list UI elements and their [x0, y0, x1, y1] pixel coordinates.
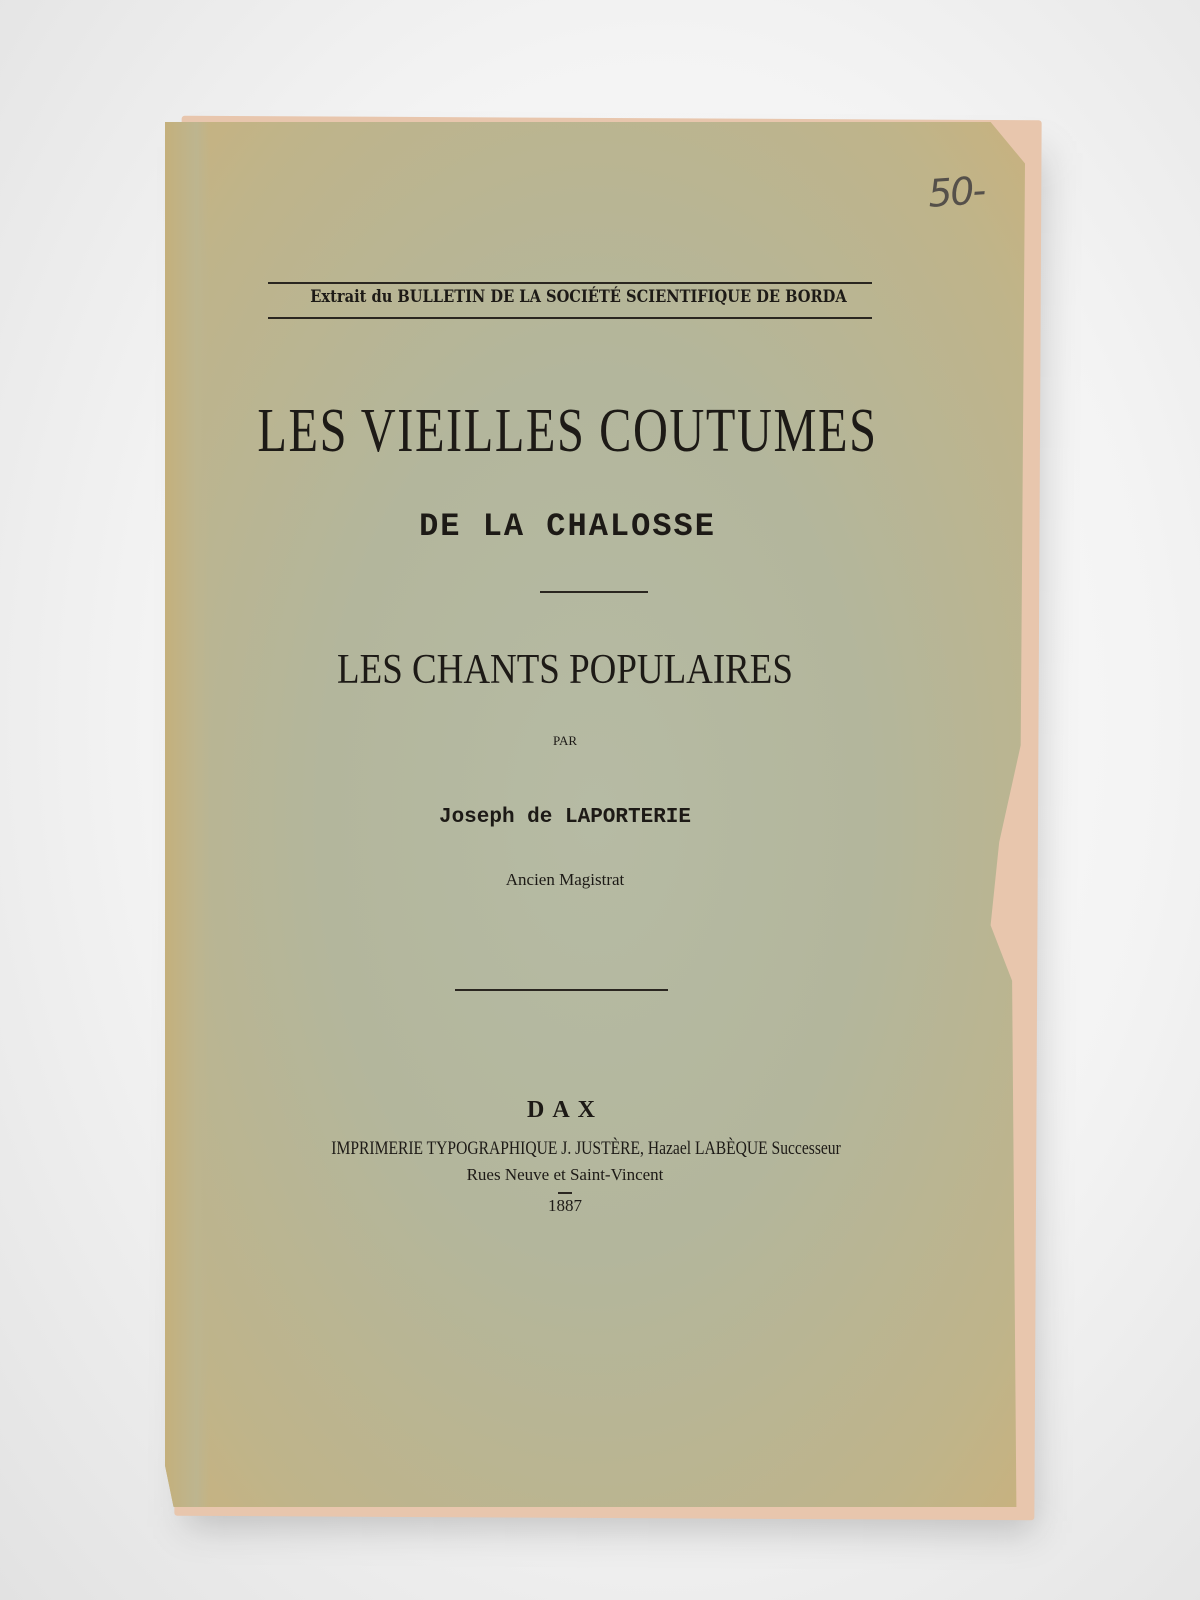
year: 1887	[548, 1196, 582, 1215]
address-rule	[558, 1192, 572, 1194]
city: DAX	[527, 1097, 603, 1123]
subtitle: LES CHANTS POPULAIRES	[337, 647, 793, 693]
handwritten-price: 50-	[926, 168, 986, 216]
author-name: Joseph de LAPORTERIE	[438, 806, 692, 829]
author-rule	[455, 989, 668, 991]
header-bottom-rule	[268, 317, 872, 319]
title-line-2: DE LA CHALOSSE	[419, 508, 716, 545]
author-role: Ancien Magistrat	[505, 870, 625, 889]
by-label: PAR	[552, 733, 578, 748]
printer: IMPRIMERIE TYPOGRAPHIQUE J. JUSTÈRE, Hazael LABÈQUE Successeur	[331, 1138, 841, 1159]
title-line-1: LES VIEILLES COUTUMES	[257, 397, 878, 465]
header-text: Extrait du BULLETIN DE LA SOCIÉTÉ SCIENTIFIQUE DE BORDA	[310, 287, 847, 307]
address: Rues Neuve et Saint-Vincent	[466, 1165, 664, 1184]
header-top-rule	[268, 282, 872, 284]
title-rule	[540, 591, 648, 593]
